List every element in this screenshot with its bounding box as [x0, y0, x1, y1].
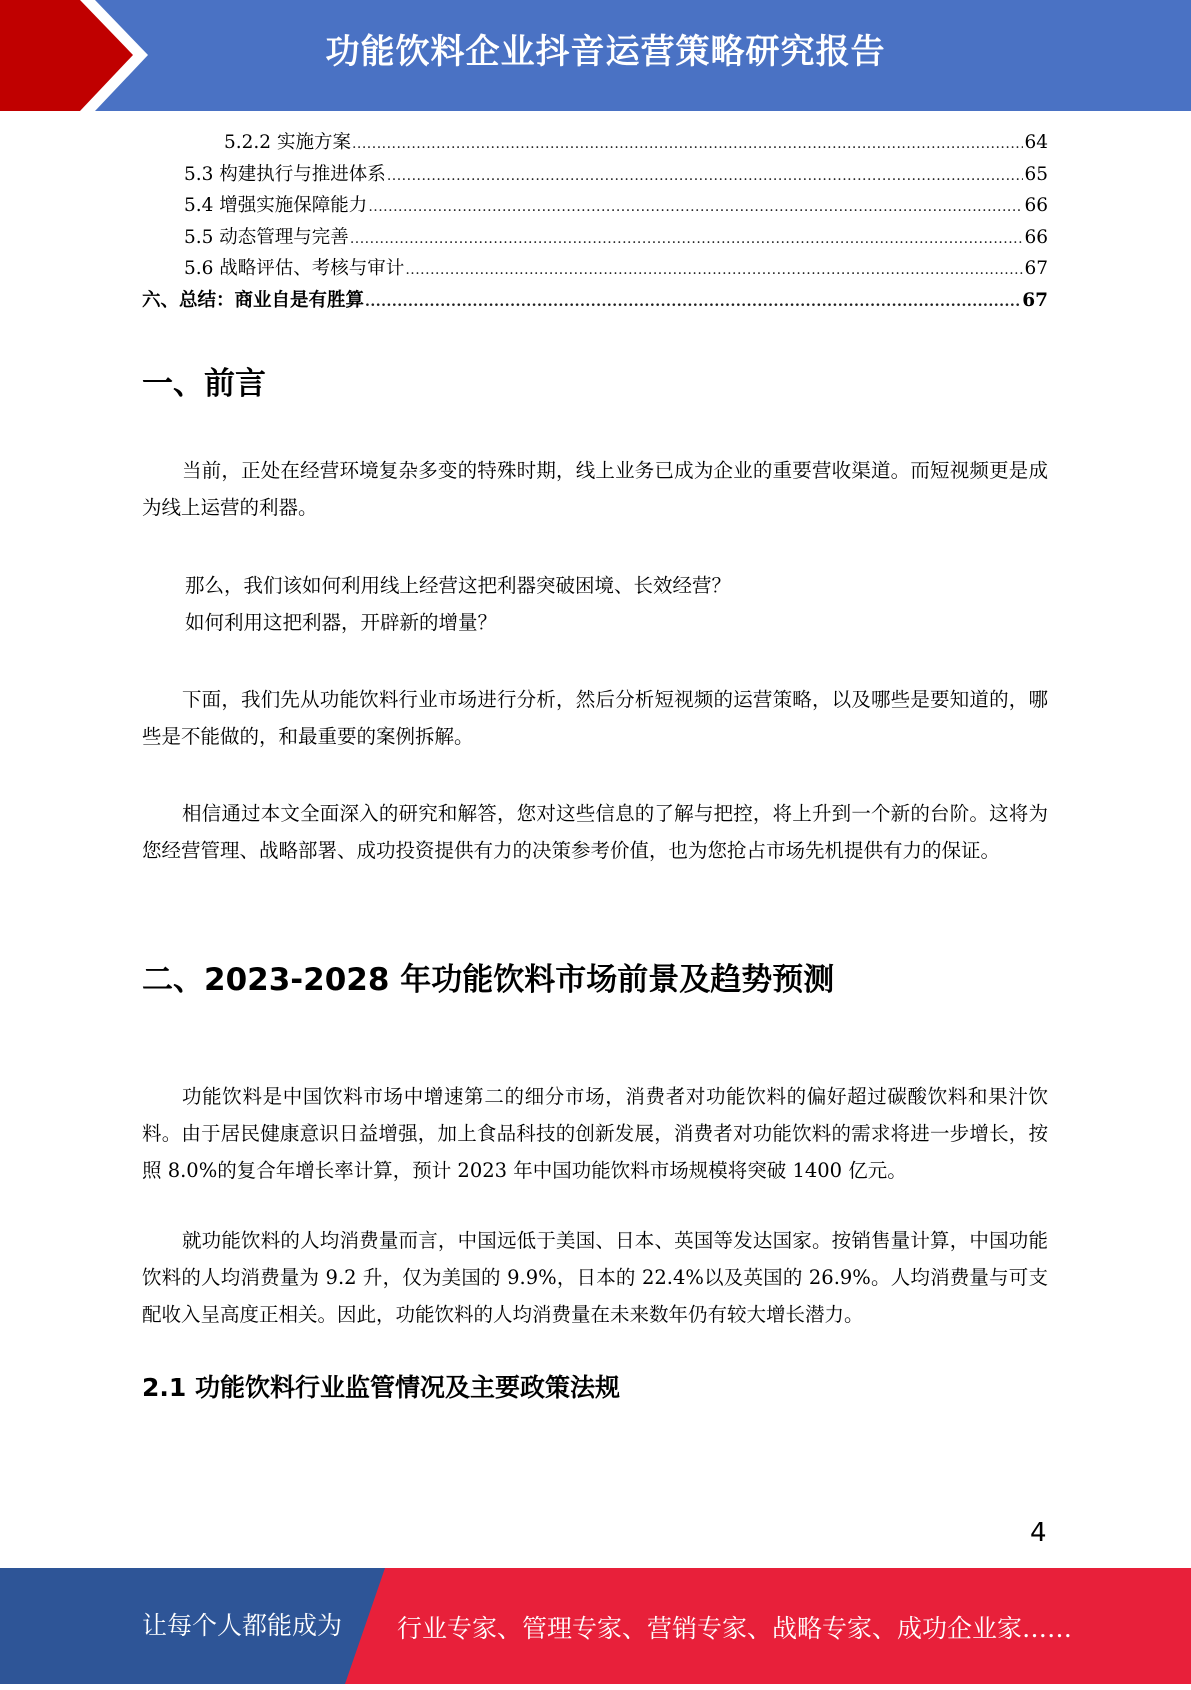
intro-paragraph-1: 当前，正处在经营环境复杂多变的特殊时期，线上业务已成为企业的重要营收渠道。而短视频更是成为线上运营的利器。 [142, 459, 1048, 519]
toc-label: 六、总结：商业自是有胜算 [142, 289, 365, 311]
toc-label: 5.3 构建执行与推进体系 [184, 163, 386, 185]
toc-page-number: 66 [1024, 226, 1048, 248]
intro-question-1: 那么，我们该如何利用线上经营这把利器突破困境、长效经营？ [185, 574, 732, 597]
footer-slogan-left: 让每个人都能成为 [142, 1611, 343, 1640]
toc-entry[interactable] [142, 223, 1048, 255]
toc-entry[interactable] [142, 191, 1048, 223]
toc-entry[interactable] [142, 128, 1048, 160]
intro-question-2: 如何利用这把利器，开辟新的增量？ [185, 611, 498, 634]
toc-page-number: 67 [1024, 258, 1048, 279]
page-header [0, 0, 1191, 111]
toc-page-number: 67 [1022, 289, 1048, 311]
page-number: 4 [1030, 1518, 1047, 1548]
subsection-heading: 2.1 功能饮料行业监管情况及主要政策法规 [142, 1373, 620, 1402]
toc-leader-dots [365, 294, 1021, 310]
report-title: 功能饮料企业抖音运营策略研究报告 [325, 32, 886, 72]
toc-leader-dots [352, 136, 1024, 152]
footer-slogan-right: 行业专家、管理专家、营销专家、战略专家、成功企业家…… [397, 1614, 1073, 1643]
toc-label: 5.2.2 实施方案 [224, 132, 351, 153]
page-footer [0, 1568, 1191, 1684]
toc-leader-dots [387, 168, 1024, 184]
intro-paragraph-2: 下面，我们先从功能饮料行业市场进行分析，然后分析短视频的运营策略，以及哪些是要知道的，哪些是不能做的，和最重要的案例拆解。 [142, 688, 1048, 748]
toc-leader-dots [350, 231, 1024, 247]
market-paragraph-1: 功能饮料是中国饮料市场中增速第二的细分市场，消费者对功能饮料的偏好超过碳酸饮料和果汁饮料。由于居民健康意识日益增强，加上食品科技的创新发展，消费者对功能饮料的需求将进一步增长，按照 8.0%的复合年增长率计算，预计 2023 年中国功能饮料市场规模将突破 1400 亿元。 [142, 1085, 1048, 1182]
toc-label: 5.5 动态管理与完善 [184, 226, 349, 248]
toc-label: 5.6 战略评估、考核与审计 [184, 258, 405, 279]
toc-leader-dots [368, 199, 1023, 215]
market-paragraph-2: 就功能饮料的人均消费量而言，中国远低于美国、日本、英国等发达国家。按销售量计算，中国功能饮料的人均消费量为 9.2 升，仅为美国的 9.9%，日本的 22.4%以及英国的 26.9%。人均消费量与可支配收入呈高度正相关。因此，功能饮料的人均消费量在未来数年仍有较大增长潜力。 [142, 1229, 1048, 1326]
toc-page-number: 65 [1024, 163, 1048, 185]
table-of-contents [142, 128, 1048, 317]
toc-entry[interactable] [142, 160, 1048, 192]
toc-label: 5.4 增强实施保障能力 [184, 195, 368, 216]
toc-entry[interactable] [142, 286, 1048, 318]
section-heading-market: 二、2023-2028 年功能饮料市场前景及趋势预测 [142, 962, 835, 998]
toc-entry[interactable] [142, 254, 1048, 286]
toc-page-number: 66 [1024, 195, 1048, 216]
toc-page-number: 64 [1024, 132, 1048, 153]
intro-paragraph-3: 相信通过本文全面深入的研究和解答，您对这些信息的了解与把控，将上升到一个新的台阶。这将为您经营管理、战略部署、成功投资提供有力的决策参考价值，也为您抢占市场先机提供有力的保证。 [142, 802, 1048, 862]
toc-leader-dots [405, 262, 1023, 278]
section-heading-intro: 一、前言 [142, 366, 266, 402]
